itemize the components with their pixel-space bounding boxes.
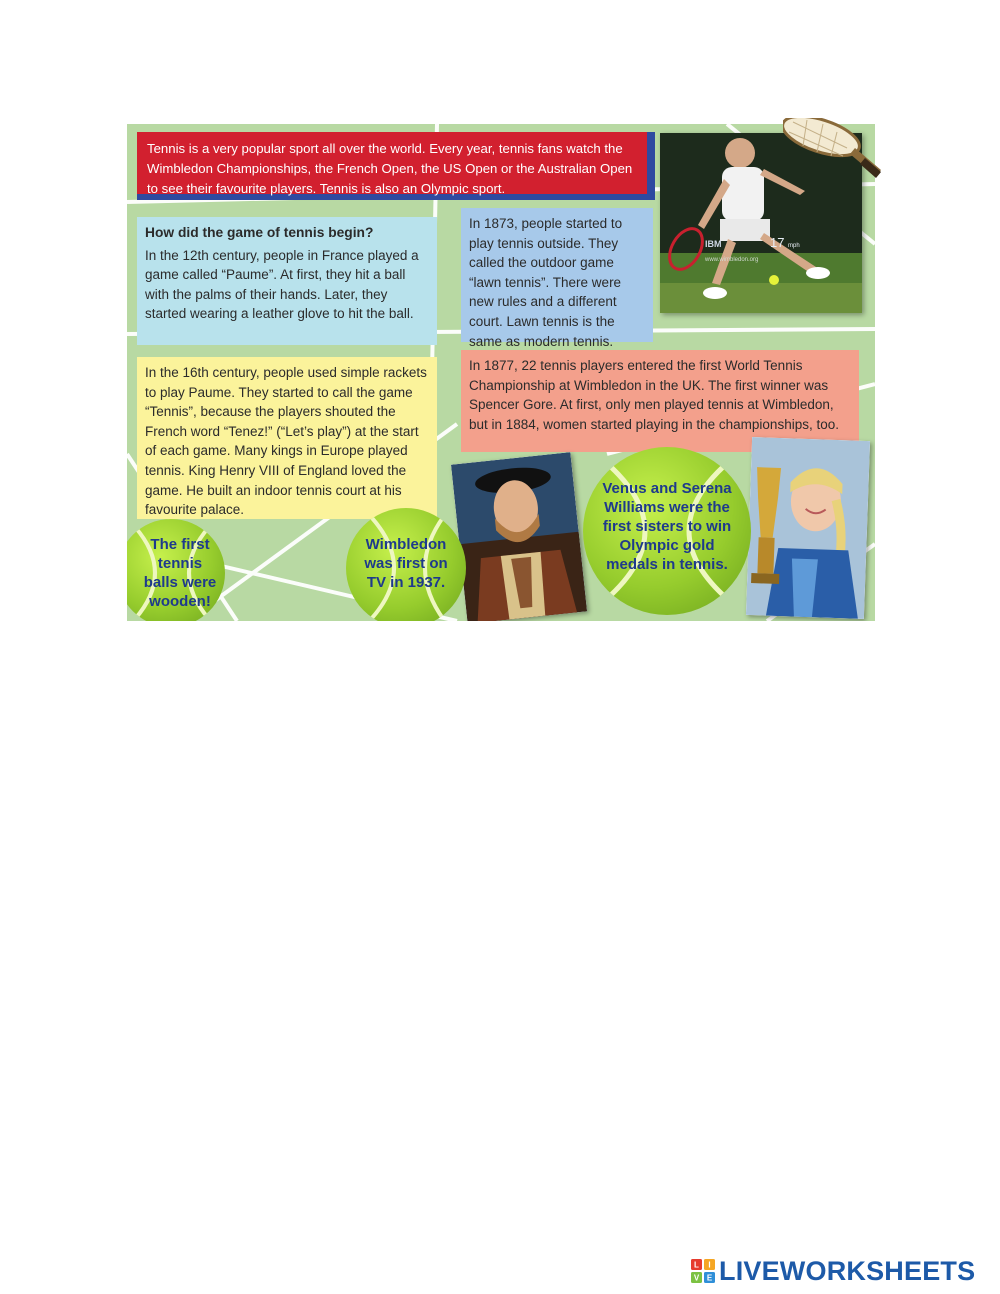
section-lawn-tennis bbox=[461, 208, 653, 349]
section-championship bbox=[461, 350, 859, 452]
liveworksheets-wordmark: LIVEWORKSHEETS bbox=[719, 1255, 976, 1286]
section-16th-century-text: In the 16th century, people used simple rackets to play Paume. They started to call the game “Tennis”, because the players shouted the French word “Tenez!” (“Let’s play”) at the start of each game. Many kings in Europe played tennis. King Henry VIII of England loved the game. He built an indoor tennis court at his favourite palace. bbox=[145, 365, 427, 518]
fact-ball-tv-text: Wimbledon was first on TV in 1937. bbox=[364, 535, 448, 591]
section-16th-century bbox=[137, 357, 437, 519]
logo-letter-e: E bbox=[706, 1273, 713, 1283]
liveworksheets-brand bbox=[691, 1257, 975, 1285]
liveworksheets-logo-icon bbox=[691, 1259, 715, 1283]
tennis-poster bbox=[127, 124, 875, 621]
logo-letter-i: I bbox=[708, 1260, 711, 1270]
section-origins bbox=[137, 217, 437, 345]
trophy-photo bbox=[746, 437, 870, 619]
speed-unit: mph bbox=[788, 243, 800, 249]
racket-icon bbox=[783, 118, 883, 178]
fact-ball-wooden-text: The first tennis balls were wooden! bbox=[143, 536, 217, 610]
speed-value: 17 bbox=[770, 235, 785, 250]
intro-banner bbox=[137, 132, 655, 200]
king-henry-portrait bbox=[451, 452, 587, 621]
intro-text: Tennis is a very popular sport all over the world. Every year, tennis fans watch the Wimbledon Championships, the French Open, the US Open or the Australian Open to see their favourite players. Tennis is also an Olympic sport. bbox=[147, 141, 633, 196]
fact-ball-williams-text: Venus and Serena Williams were the first sisters to win Olympic gold medals in tennis. bbox=[602, 479, 732, 573]
section-championship-text: In 1877, 22 tennis players entered the first World Tennis Championship at Wimbledon in the UK. The first winner was Spencer Gore. At first, only men played tennis at Wimbledon, but in 1884, women started playing in the championships, too. bbox=[469, 358, 839, 432]
section-origins-text: In the 12th century, people in France played a game called “Paume”. At first, they hit a ball with the palms of their hands. Later, they started wearing a leather glove to hit the ball. bbox=[145, 247, 419, 322]
site-label: www.wimbledon.org bbox=[705, 257, 759, 263]
section-lawn-tennis-text: In 1873, people started to play tennis outside. They called the outdoor game “lawn tennis”. There were new rules and a different court. Lawn tennis is the same as modern tennis. bbox=[469, 216, 623, 349]
fact-ball-wooden bbox=[127, 519, 225, 621]
fact-ball-williams bbox=[583, 447, 751, 615]
logo-letter-v: V bbox=[693, 1273, 700, 1283]
logo-letter-l: L bbox=[694, 1260, 699, 1270]
fact-ball-tv bbox=[346, 508, 466, 621]
sponsor-label: IBM bbox=[705, 239, 722, 249]
section-origins-heading: How did the game of tennis begin? bbox=[145, 225, 374, 240]
